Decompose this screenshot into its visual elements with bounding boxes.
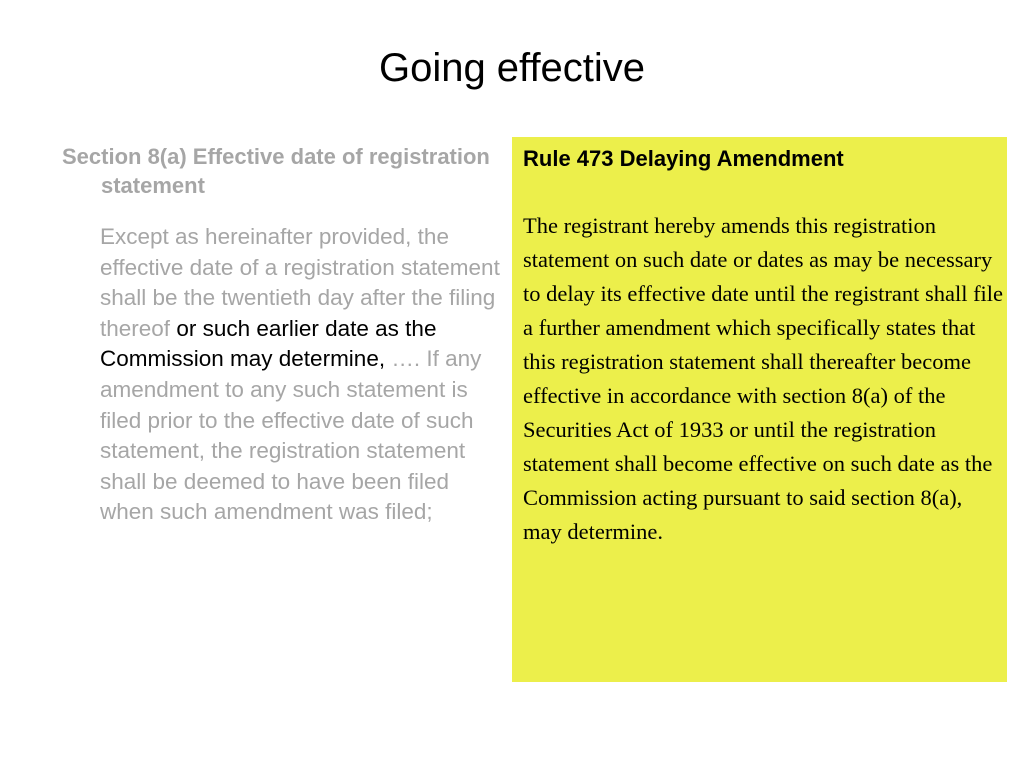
section-body-text-1: Except as hereinafter provided, the effective date of a registration statement shall be the twentieth day after the filing thereof: [100, 224, 500, 341]
section-heading: Section 8(a) Effective date of registration statement: [62, 144, 490, 198]
rule-heading: Rule 473 Delaying Amendment: [523, 146, 844, 171]
rule-473-box: [512, 137, 1007, 682]
section-body-emphasis: or such earlier date as the Commission may determine,: [100, 315, 437, 372]
rule-body: The registrant hereby amends this registration statement on such date or dates as may be necessary to delay its effective date until the registrant shall file a further amendment which specifically states that this registration statement shall thereafter become effective in accordance with section 8(a) of the Securities Act of 1933 or until the registration statement shall become effective on such date as the Commission acting pursuant to said section 8(a), may determine.: [523, 213, 1004, 544]
section-body: [100, 222, 500, 528]
section-8a-column: [62, 142, 502, 528]
section-body-text-2: …. If any amendment to any such statement is filed prior to the effective date of such statement, the registration statement shall be deemed to have been filed when such amendment was filed;: [100, 346, 482, 525]
slide-title: Going effective: [378, 46, 646, 90]
